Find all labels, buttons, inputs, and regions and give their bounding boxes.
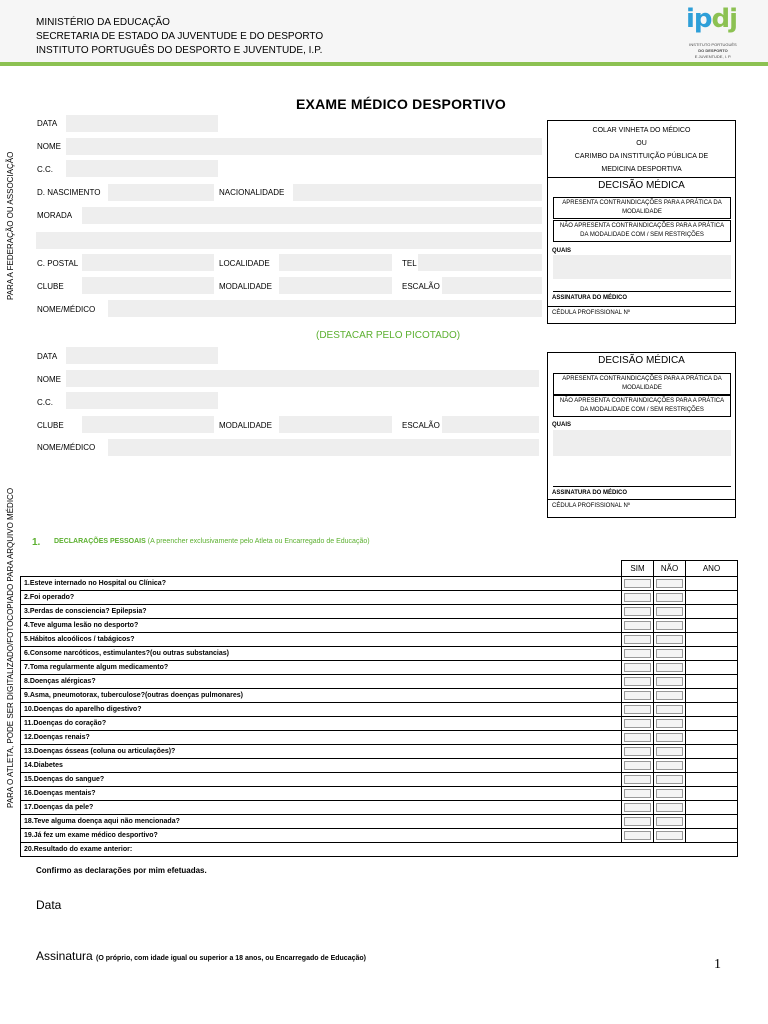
table-row xyxy=(21,759,738,773)
label-nome: NOME xyxy=(37,142,61,151)
previous-exam-result[interactable]: 20.Resultado do exame anterior: xyxy=(21,843,738,857)
question-text: 8.Doenças alérgicas? xyxy=(21,675,622,689)
answer-nao-checkbox[interactable] xyxy=(656,719,683,728)
answer-ano-field[interactable] xyxy=(686,633,738,647)
question-text: 4.Teve alguma lesão no desporto? xyxy=(21,619,622,633)
logo-mark-ip: ip xyxy=(686,4,712,34)
answer-nao-checkbox[interactable] xyxy=(656,621,683,630)
answer-sim-cell xyxy=(622,773,654,787)
answer-nao-cell xyxy=(654,675,686,689)
answer-nao-cell xyxy=(654,745,686,759)
label-nome-2: NOME xyxy=(37,375,61,384)
ipdj-logo xyxy=(682,2,744,60)
box2-signature-label: ASSINATURA DO MÉDICO xyxy=(552,490,627,496)
answer-sim-cell xyxy=(622,675,654,689)
label-data: DATA xyxy=(37,119,58,128)
answer-sim-cell xyxy=(622,745,654,759)
answer-sim-cell xyxy=(622,829,654,843)
question-text: 3.Perdas de consciencia? Epilepsia? xyxy=(21,605,622,619)
answer-nao-cell xyxy=(654,787,686,801)
box1-option-contraindications[interactable]: APRESENTA CONTRAINDICAÇÕES PARA A PRÁTICA DA MODALIDADE xyxy=(553,197,731,219)
table-row-last xyxy=(21,843,738,857)
answer-nao-cell xyxy=(654,759,686,773)
answer-nao-checkbox[interactable] xyxy=(656,817,683,826)
table-row xyxy=(21,675,738,689)
answer-ano-field[interactable] xyxy=(686,773,738,787)
table-row xyxy=(21,717,738,731)
header-secretary: SECRETARIA DE ESTADO DA JUVENTUDE E DO DESPORTO xyxy=(36,31,324,42)
answer-nao-checkbox[interactable] xyxy=(656,677,683,686)
answer-ano-field[interactable] xyxy=(686,605,738,619)
vinheta-line-1: COLAR VINHETA DO MÉDICO xyxy=(592,127,691,134)
header-divider xyxy=(0,62,768,66)
label-nacionalidade: NACIONALIDADE xyxy=(219,188,285,197)
question-text: 14.Diabetes xyxy=(21,759,622,773)
logo-mark-dj: dj xyxy=(711,4,738,34)
question-text: 9.Asma, pneumotorax, tuberculose?(outras doenças pulmonares) xyxy=(21,689,622,703)
box2-divider xyxy=(548,499,735,500)
answer-nao-checkbox[interactable] xyxy=(656,635,683,644)
table-row xyxy=(21,703,738,717)
label-cc-2: C.C. xyxy=(37,398,53,407)
answer-sim-checkbox[interactable] xyxy=(624,677,651,686)
field-escalao[interactable] xyxy=(442,277,542,294)
table-row xyxy=(21,745,738,759)
answer-nao-checkbox[interactable] xyxy=(656,747,683,756)
box1-divider-2 xyxy=(548,306,735,307)
answer-sim-cell xyxy=(622,801,654,815)
box2-quais-field[interactable] xyxy=(553,430,731,456)
answer-nao-checkbox[interactable] xyxy=(656,761,683,770)
field-postal[interactable] xyxy=(82,254,214,271)
answer-ano-field[interactable] xyxy=(686,717,738,731)
answer-nao-cell xyxy=(654,773,686,787)
answer-sim-checkbox[interactable] xyxy=(624,775,651,784)
logo-sub-2: DO DESPORTO xyxy=(698,48,728,53)
footer-data-label: Data xyxy=(36,898,62,912)
section-number: 1. xyxy=(32,537,41,548)
footer-signature xyxy=(36,949,366,963)
answer-sim-checkbox[interactable] xyxy=(624,663,651,672)
answer-ano-field[interactable] xyxy=(686,787,738,801)
answer-ano-field[interactable] xyxy=(686,577,738,591)
field-clube[interactable] xyxy=(82,277,214,294)
field-nome[interactable] xyxy=(66,138,542,155)
question-text: 13.Doenças ósseas (coluna ou articulações)? xyxy=(21,745,622,759)
answer-sim-checkbox[interactable] xyxy=(624,817,651,826)
answer-sim-cell xyxy=(622,787,654,801)
table-row xyxy=(21,801,738,815)
table-row xyxy=(21,815,738,829)
answer-sim-checkbox[interactable] xyxy=(624,719,651,728)
box2-signature-line xyxy=(553,486,731,487)
answer-sim-checkbox[interactable] xyxy=(624,607,651,616)
question-text: 12.Doenças renais? xyxy=(21,731,622,745)
box1-quais-label: QUAIS xyxy=(552,248,572,254)
field-data[interactable] xyxy=(66,115,218,132)
field-cc-2[interactable] xyxy=(66,392,218,409)
field-morada-1[interactable] xyxy=(82,207,542,224)
answer-nao-checkbox[interactable] xyxy=(656,789,683,798)
table-row xyxy=(21,633,738,647)
box2-cedula-label: CÉDULA PROFISSIONAL Nº xyxy=(552,503,630,509)
question-text: 11.Doenças do coração? xyxy=(21,717,622,731)
answer-nao-checkbox[interactable] xyxy=(656,593,683,602)
answer-sim-checkbox[interactable] xyxy=(624,579,651,588)
answer-sim-checkbox[interactable] xyxy=(624,761,651,770)
answer-nao-cell xyxy=(654,815,686,829)
answer-sim-checkbox[interactable] xyxy=(624,747,651,756)
question-text: 10.Doenças do aparelho digestivo? xyxy=(21,703,622,717)
answer-sim-cell xyxy=(622,633,654,647)
answer-sim-cell xyxy=(622,591,654,605)
answer-sim-cell xyxy=(622,717,654,731)
box2-decision-title: DECISÃO MÉDICA xyxy=(598,355,685,366)
box1-signature-line xyxy=(553,291,731,292)
answer-sim-cell xyxy=(622,647,654,661)
label-medico: NOME/MÉDICO xyxy=(37,305,96,314)
field-data-2[interactable] xyxy=(66,347,218,364)
answer-sim-cell xyxy=(622,759,654,773)
question-text: 15.Doenças do sangue? xyxy=(21,773,622,787)
answer-sim-checkbox[interactable] xyxy=(624,649,651,658)
box1-cedula-label: CÉDULA PROFISSIONAL Nº xyxy=(552,310,630,316)
question-text: 16.Doenças mentais? xyxy=(21,787,622,801)
answer-ano-field[interactable] xyxy=(686,675,738,689)
label-morada: MORADA xyxy=(37,211,73,220)
answer-nao-cell xyxy=(654,591,686,605)
label-modalidade-2: MODALIDADE xyxy=(219,421,272,430)
label-postal: C. POSTAL xyxy=(37,259,79,268)
field-nome-2[interactable] xyxy=(66,370,539,387)
answer-nao-checkbox[interactable] xyxy=(656,663,683,672)
question-text: 7.Toma regularmente algum medicamento? xyxy=(21,661,622,675)
section-subtitle: (A preencher exclusivamente pelo Atleta ou Encarregado de Educação) xyxy=(147,538,370,545)
answer-sim-checkbox[interactable] xyxy=(624,593,651,602)
vinheta-line-4: MEDICINA DESPORTIVA xyxy=(601,166,682,173)
table-row xyxy=(21,647,738,661)
field-nascimento[interactable] xyxy=(108,184,214,201)
question-text: 19.Já fez um exame médico desportivo? xyxy=(21,829,622,843)
answer-sim-cell xyxy=(622,661,654,675)
answer-nao-checkbox[interactable] xyxy=(656,705,683,714)
answer-ano-field[interactable] xyxy=(686,647,738,661)
answer-sim-cell xyxy=(622,577,654,591)
box1-signature-label: ASSINATURA DO MÉDICO xyxy=(552,295,627,301)
box2-option-no-contraindications[interactable]: NÃO APRESENTA CONTRAINDICAÇÕES PARA A PRÁTICA DA MODALIDADE COM / SEM RESTRIÇÕES xyxy=(553,395,731,417)
col-sim: SIM xyxy=(622,561,654,577)
header-ministry: MINISTÉRIO DA EDUCAÇÃO xyxy=(36,17,170,28)
answer-nao-cell xyxy=(654,633,686,647)
question-text: 6.Consome narcóticos, estimulantes?(ou outras substancias) xyxy=(21,647,622,661)
table-row xyxy=(21,829,738,843)
table-row xyxy=(21,661,738,675)
answer-sim-cell xyxy=(622,619,654,633)
label-tel: TEL xyxy=(402,259,417,268)
answer-nao-checkbox[interactable] xyxy=(656,691,683,700)
header-institute: INSTITUTO PORTUGUÊS DO DESPORTO E JUVENTUDE, I.P. xyxy=(36,45,323,56)
label-escalao: ESCALÃO xyxy=(402,282,440,291)
answer-sim-checkbox[interactable] xyxy=(624,635,651,644)
field-medico[interactable] xyxy=(108,300,542,317)
answer-sim-cell xyxy=(622,689,654,703)
section-title-main: DECLARAÇÕES PESSOAIS xyxy=(54,538,146,545)
answer-nao-checkbox[interactable] xyxy=(656,733,683,742)
answer-nao-checkbox[interactable] xyxy=(656,803,683,812)
field-modalidade-2[interactable] xyxy=(279,416,392,433)
table-row xyxy=(21,577,738,591)
box1-decision-title: DECISÃO MÉDICA xyxy=(598,180,685,191)
question-text: 17.Doenças da pele? xyxy=(21,801,622,815)
field-clube-2[interactable] xyxy=(82,416,214,433)
col-ano: ANO xyxy=(686,561,738,577)
answer-sim-cell xyxy=(622,731,654,745)
vinheta-line-2: OU xyxy=(636,140,647,147)
box2-quais-label: QUAIS xyxy=(552,422,572,428)
answer-ano-field[interactable] xyxy=(686,731,738,745)
field-nacionalidade[interactable] xyxy=(293,184,542,201)
answer-nao-checkbox[interactable] xyxy=(656,579,683,588)
answer-ano-field[interactable] xyxy=(686,689,738,703)
label-medico-2: NOME/MÉDICO xyxy=(37,443,96,452)
answer-nao-checkbox[interactable] xyxy=(656,775,683,784)
question-text: 18.Teve alguma doença aqui não mencionada? xyxy=(21,815,622,829)
answer-nao-checkbox[interactable] xyxy=(656,607,683,616)
answer-ano-field[interactable] xyxy=(686,661,738,675)
table-row xyxy=(21,731,738,745)
answer-sim-checkbox[interactable] xyxy=(624,733,651,742)
footer-signature-note: (O próprio, com idade igual ou superior a 18 anos, ou Encarregado de Educação) xyxy=(96,955,366,962)
table-row xyxy=(21,619,738,633)
box1-divider xyxy=(548,177,735,178)
page-title: EXAME MÉDICO DESPORTIVO xyxy=(296,96,506,112)
answer-ano-field[interactable] xyxy=(686,829,738,843)
answer-nao-cell xyxy=(654,577,686,591)
medical-decision-box-1 xyxy=(547,120,736,324)
label-modalidade: MODALIDADE xyxy=(219,282,272,291)
answer-ano-field[interactable] xyxy=(686,703,738,717)
field-cc[interactable] xyxy=(66,160,218,177)
answer-nao-cell xyxy=(654,801,686,815)
answer-ano-field[interactable] xyxy=(686,801,738,815)
answer-ano-field[interactable] xyxy=(686,591,738,605)
table-header-blank xyxy=(21,561,622,577)
field-tel[interactable] xyxy=(418,254,542,271)
footer-signature-label: Assinatura xyxy=(36,949,93,963)
answer-nao-checkbox[interactable] xyxy=(656,831,683,840)
page-number: 1 xyxy=(714,957,721,972)
answer-sim-checkbox[interactable] xyxy=(624,621,651,630)
field-morada-2[interactable] xyxy=(36,232,542,249)
answer-sim-checkbox[interactable] xyxy=(624,831,651,840)
answer-sim-checkbox[interactable] xyxy=(624,789,651,798)
answer-sim-cell xyxy=(622,815,654,829)
question-text: 1.Esteve internado no Hospital ou Clínica? xyxy=(21,577,622,591)
label-clube: CLUBE xyxy=(37,282,64,291)
label-cc: C.C. xyxy=(37,165,53,174)
answer-ano-field[interactable] xyxy=(686,759,738,773)
logo-sub-3: E JUVENTUDE, I. P. xyxy=(694,54,732,59)
label-nascimento: D. NASCIMENTO xyxy=(37,188,101,197)
box1-quais-field[interactable] xyxy=(553,255,731,279)
answer-nao-cell xyxy=(654,717,686,731)
answer-ano-field[interactable] xyxy=(686,815,738,829)
answer-nao-cell xyxy=(654,661,686,675)
table-header-row xyxy=(21,561,738,577)
label-localidade: LOCALIDADE xyxy=(219,259,270,268)
answer-ano-field[interactable] xyxy=(686,619,738,633)
answer-sim-cell xyxy=(622,703,654,717)
table-row xyxy=(21,689,738,703)
answer-nao-cell xyxy=(654,605,686,619)
section-title xyxy=(54,538,370,545)
confirm-statement: Confirmo as declarações por mim efetuadas. xyxy=(36,866,207,875)
tear-off-note: (DESTACAR PELO PICOTADO) xyxy=(316,330,461,341)
logo-sub-1: INSTITUTO PORTUGUÊS xyxy=(689,42,737,47)
answer-nao-cell xyxy=(654,689,686,703)
col-nao: NÃO xyxy=(654,561,686,577)
table-row xyxy=(21,787,738,801)
label-clube-2: CLUBE xyxy=(37,421,64,430)
answer-nao-checkbox[interactable] xyxy=(656,649,683,658)
label-data-2: DATA xyxy=(37,352,58,361)
answer-sim-checkbox[interactable] xyxy=(624,705,651,714)
medical-decision-box-2 xyxy=(547,352,736,518)
vertical-label-athlete: PARA O ATLETA, PODE SER DIGITALIZADO/FOTOCOPIADO PARA ARQUIVO MÉDICO xyxy=(6,487,15,808)
field-medico-2[interactable] xyxy=(108,439,539,456)
declarations-table xyxy=(20,560,738,857)
label-escalao-2: ESCALÃO xyxy=(402,421,440,430)
field-escalao-2[interactable] xyxy=(442,416,539,433)
answer-nao-cell xyxy=(654,647,686,661)
field-localidade[interactable] xyxy=(279,254,392,271)
table-row xyxy=(21,605,738,619)
answer-nao-cell xyxy=(654,731,686,745)
answer-sim-checkbox[interactable] xyxy=(624,803,651,812)
table-row xyxy=(21,773,738,787)
box1-option-no-contraindications[interactable]: NÃO APRESENTA CONTRAINDICAÇÕES PARA A PRÁTICA DA MODALIDADE COM / SEM RESTRIÇÕES xyxy=(553,220,731,242)
question-text: 2.Foi operado? xyxy=(21,591,622,605)
vertical-label-federation: PARA A FEDERAÇÃO OU ASSOCIAÇÃO xyxy=(6,151,15,300)
answer-sim-cell xyxy=(622,605,654,619)
box2-option-contraindications[interactable]: APRESENTA CONTRAINDICAÇÕES PARA A PRÁTICA DA MODALIDADE xyxy=(553,373,731,395)
table-row xyxy=(21,591,738,605)
question-text: 5.Hábitos alcoólicos / tabágicos? xyxy=(21,633,622,647)
answer-nao-cell xyxy=(654,703,686,717)
answer-ano-field[interactable] xyxy=(686,745,738,759)
answer-sim-checkbox[interactable] xyxy=(624,691,651,700)
answer-nao-cell xyxy=(654,829,686,843)
answer-nao-cell xyxy=(654,619,686,633)
vinheta-line-3: CARIMBO DA INSTITUIÇÃO PÚBLICA DE xyxy=(574,153,709,160)
field-modalidade[interactable] xyxy=(279,277,392,294)
ipdj-logo-mark xyxy=(686,2,738,36)
